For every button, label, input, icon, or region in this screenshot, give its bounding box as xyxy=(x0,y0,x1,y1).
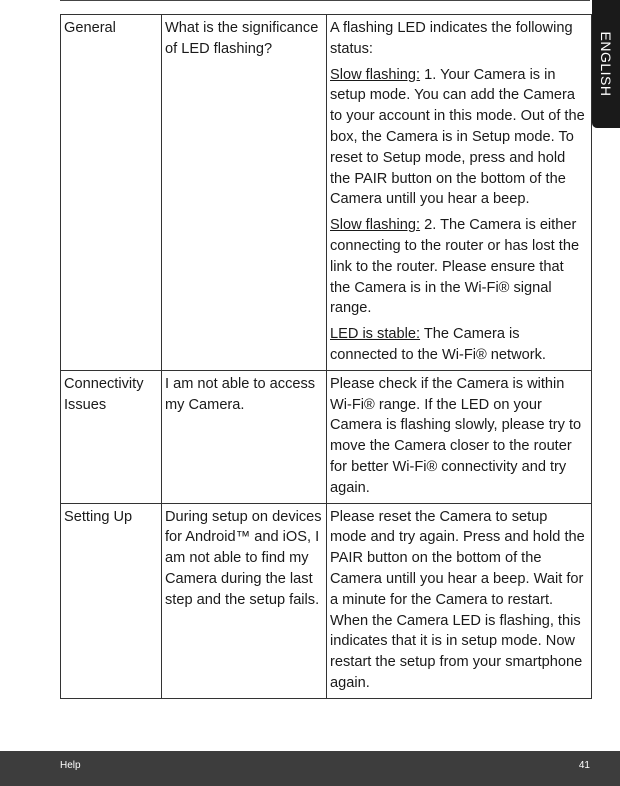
answer-paragraph xyxy=(330,374,587,499)
faq-row-general xyxy=(61,15,592,371)
answer-paragraph xyxy=(330,324,587,366)
answer-label: LED is stable: xyxy=(330,326,421,343)
question-cell: What is the significance of LED flashing? xyxy=(162,15,327,371)
answer-label: Slow flashing: xyxy=(330,217,421,234)
answer-paragraph xyxy=(330,18,587,60)
faq-table xyxy=(60,14,592,699)
answer-cell xyxy=(327,370,592,503)
page-number: 41 xyxy=(578,760,590,771)
faq-row-setting-up xyxy=(61,503,592,698)
answer-text: The Camera is connected to the Wi-Fi® network. xyxy=(330,326,546,363)
category-cell: Connectivity Issues xyxy=(61,370,162,503)
answer-label: Slow flashing: xyxy=(330,66,421,83)
answer-paragraph xyxy=(330,215,587,319)
answer-paragraph xyxy=(330,507,587,694)
answer-text: A flashing LED indicates the following status: xyxy=(330,20,573,57)
question-cell: I am not able to access my Camera. xyxy=(162,370,327,503)
page-footer xyxy=(0,751,620,786)
question-cell: During setup on devices for Android™ and iOS, I am not able to find my Camera during the last step and the setup fails. xyxy=(162,503,327,698)
language-tab xyxy=(592,0,620,128)
footer-section-label: Help xyxy=(60,760,81,771)
answer-text: Please reset the Camera to setup mode and try again. Press and hold the PAIR button on the bottom of the Camera untill you hear a beep. Wait for a minute for the Camera to restart. When the Camera LED is flashing, this indicates that it is in setup mode. Now restart the setup from your smartphone again. xyxy=(330,508,585,691)
category-cell: Setting Up xyxy=(61,503,162,698)
category-cell: General xyxy=(61,15,162,371)
top-rule xyxy=(60,0,590,1)
language-tab-label: ENGLISH xyxy=(598,31,614,97)
answer-cell xyxy=(327,15,592,371)
answer-text: Please check if the Camera is within Wi-Fi® range. If the LED on your Camera is flashing slowly, please try to move the Camera closer to the router for better Wi-Fi® connectivity and try again. xyxy=(330,375,582,496)
faq-row-connectivity xyxy=(61,370,592,503)
answer-paragraph xyxy=(330,65,587,211)
answer-text: 1. Your Camera is in setup mode. You can add the Camera to your account in this mode. Out of the box, the Camera is in Setup mode. To reset to Setup mode, press and hold the PAIR button on the bottom of the Camera untill you hear a beep. xyxy=(330,66,585,208)
answer-text: 2. The Camera is either connecting to the router or has lost the link to the router. Please ensure that the Camera is in the Wi-Fi® signal range. xyxy=(330,217,580,317)
answer-cell xyxy=(327,503,592,698)
